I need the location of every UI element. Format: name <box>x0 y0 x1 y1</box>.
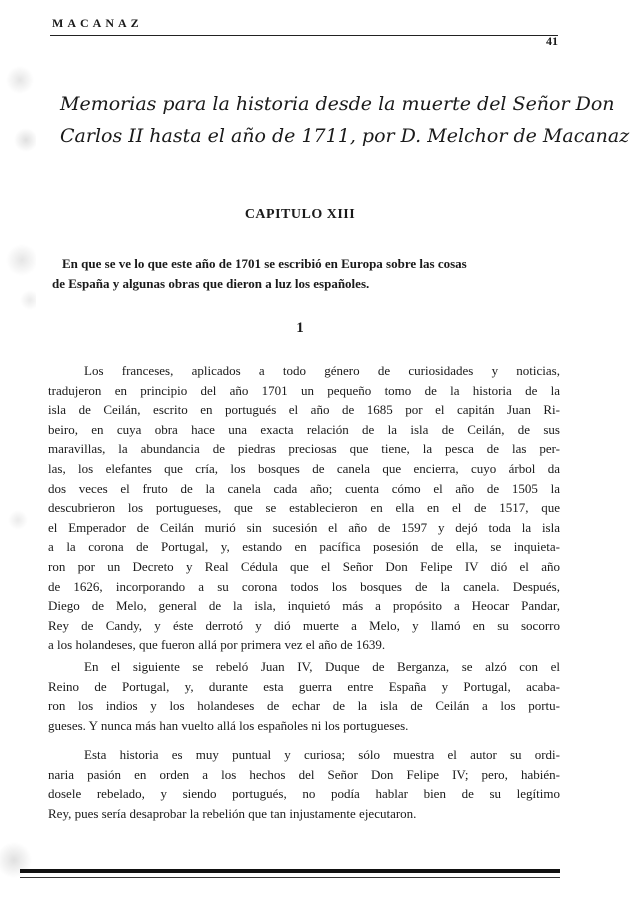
paragraph-line: tradujeron en principio del año 1701 un pequeño tomo de la historia de la <box>48 382 560 398</box>
paragraph-line: descubrieron los portugueses, que se establecieron en ella en el de 1517, que <box>48 500 560 516</box>
paragraph-line: de 1626, incorporando a su corona todos los bosques de la canela. Después, <box>48 578 560 594</box>
document-title <box>60 88 630 152</box>
running-head: MACANAZ <box>52 16 143 30</box>
paragraph-line: beiro, en cuya obra hace una exacta relación de la isla de Ceilán, de sus <box>48 421 560 437</box>
paragraph-line: Diego de Melo, general de la isla, inquietó más a propósito a Heocar Pandar, <box>48 598 560 614</box>
footer-rule-thick <box>20 869 560 873</box>
summary-line: de España y algunas obras que dieron a luz los españoles. <box>52 276 370 291</box>
paragraph-line: el Emperador de Ceilán murió sin sucesión el año de 1597 y dejó toda la isla <box>48 519 560 535</box>
paragraph-line: dos veces el fruto de la canela cada año; cuenta cómo el año de 1505 la <box>48 480 560 496</box>
paragraph-line: ron por un Decreto y Real Cédula que el Señor Don Felipe IV dió el año <box>48 558 560 574</box>
paragraph-line: Rey de Candy, y éste derrotó y dió muerte a Melo, y llamó en su socorro <box>48 617 560 633</box>
paragraph-line: Los franceses, aplicados a todo género de curiosidades y noticias, <box>84 363 560 378</box>
footer-rule-thin <box>20 877 560 878</box>
paragraph-line: Reino de Portugal, y, durante esta guerra entre España y Portugal, acaba- <box>48 678 560 694</box>
paragraph-line: isla de Ceilán, escrito en portugués el año de 1685 por el capitán Juan Ri- <box>48 402 560 418</box>
paragraph-line: En el siguiente se rebeló Juan IV, Duque de Berganza, se alzó con el <box>84 659 560 674</box>
scan-edge-noise <box>0 0 36 903</box>
summary-line: En que se ve lo que este año de 1701 se escribió en Europa sobre las cosas <box>62 256 467 271</box>
section-number: 1 <box>296 320 304 336</box>
header-rule <box>50 35 558 36</box>
body-paragraph <box>48 745 560 823</box>
chapter-summary <box>52 254 560 294</box>
paragraph-line: a los holandeses, que fueron allá por primera vez el año de 1639. <box>48 637 386 653</box>
paragraph-line: naria pasión en orden a los hechos del Señor Don Felipe IV; pero, habién- <box>48 766 560 782</box>
paragraph-line: maravillas, la abundancia de piedras preciosas que tiene, la pesca de las per- <box>48 441 560 457</box>
title-line: Carlos II hasta el año de 1711, por D. Melchor de Macanaz <box>60 125 630 147</box>
paragraph-line: gueses. Y nunca más han vuelto allá los españoles ni los portugueses. <box>48 717 409 733</box>
paragraph-line: las, los elefantes que cría, los bosques de canela que encierra, cuyo árbol da <box>48 460 560 476</box>
paragraph-line: Rey, pues sería desaprobar la rebelión que tan injustamente ejecutaron. <box>48 805 417 821</box>
page-number: 41 <box>546 34 558 48</box>
paragraph-line: ron los indios y los holandeses de echar de la isla de Ceilán a los portu- <box>48 698 560 714</box>
paragraph-line: a la corona de Portugal, y, estando en pacífica posesión de ella, se inquieta- <box>48 539 560 555</box>
body-paragraph <box>48 361 560 655</box>
chapter-title: CAPITULO XIII <box>244 207 356 222</box>
paragraph-line: dosele rebelado, y siendo portugués, no podía hablar bien de su legítimo <box>48 786 560 802</box>
body-paragraph <box>48 657 560 735</box>
title-line: Memorias para la historia desde la muerte del Señor Don <box>60 93 615 115</box>
paragraph-line: Esta historia es muy puntual y curiosa; sólo muestra el autor su ordi- <box>84 747 560 762</box>
